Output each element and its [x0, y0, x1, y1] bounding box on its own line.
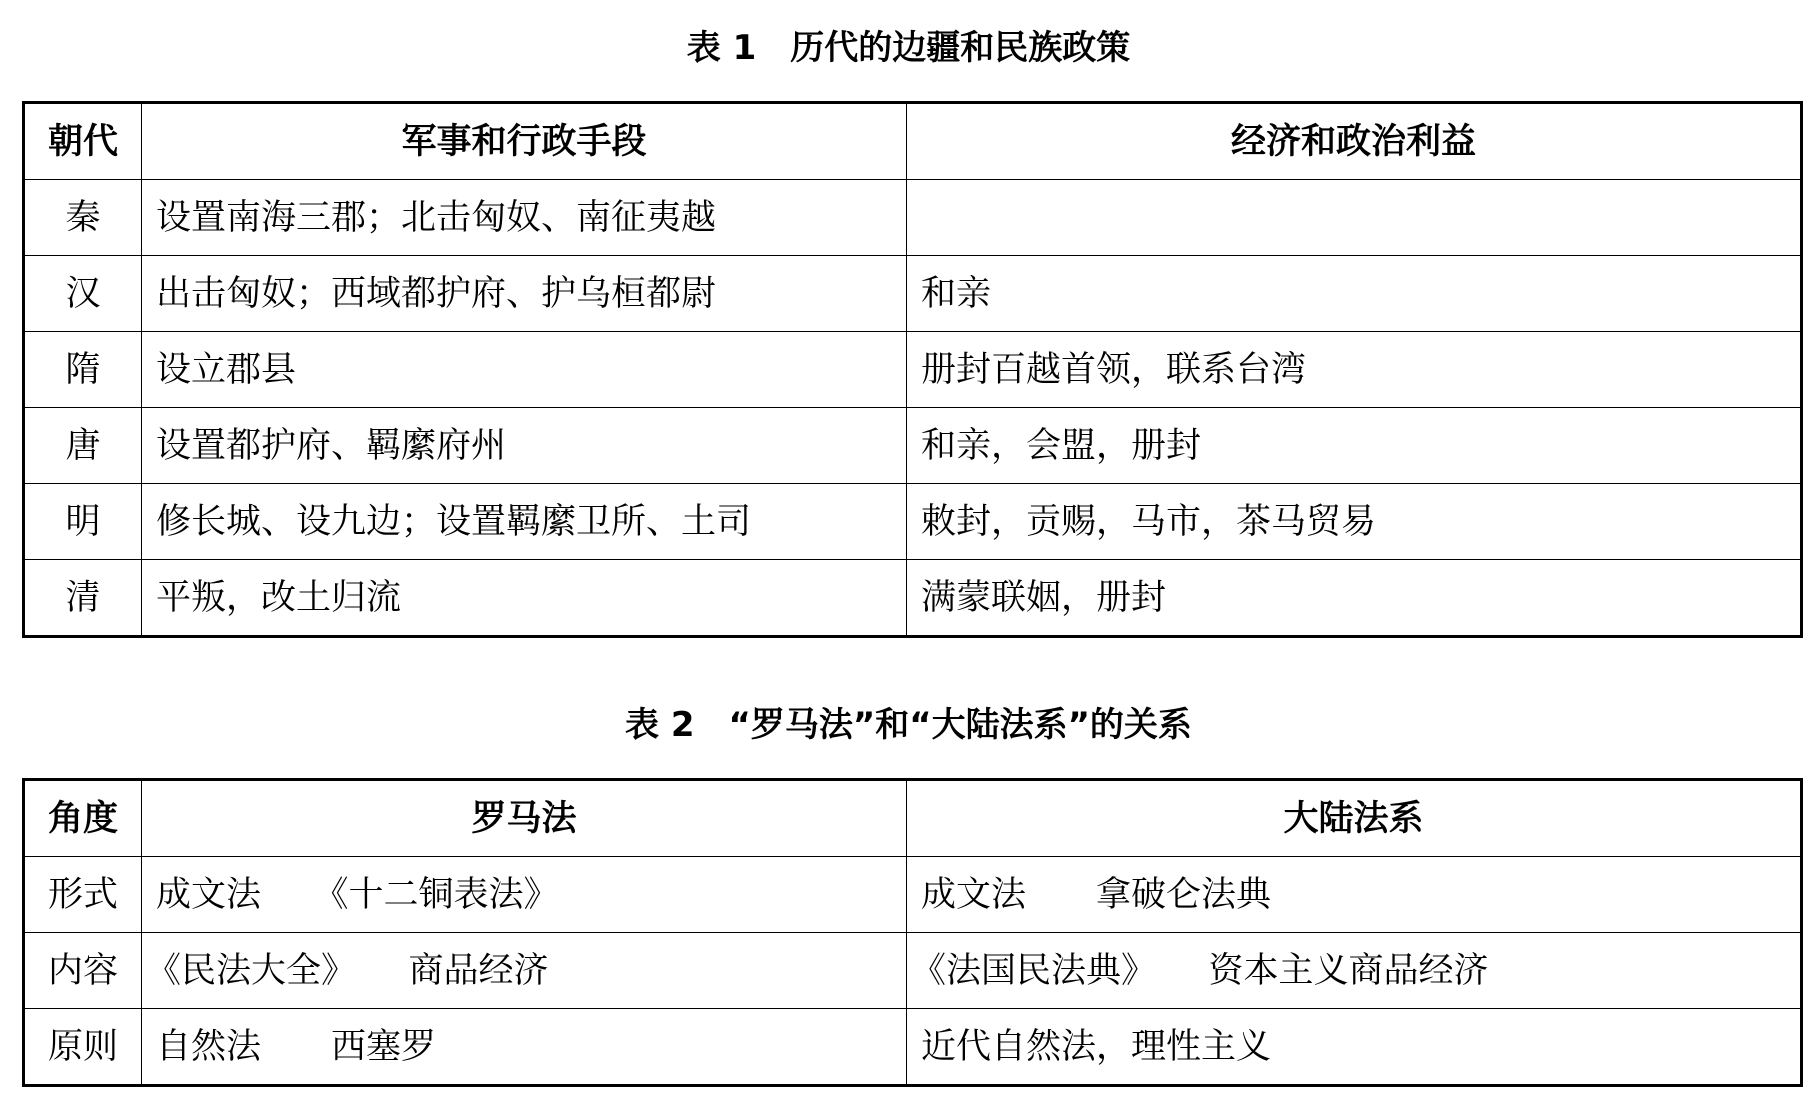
table-cell: 近代自然法，理性主义	[907, 1009, 1802, 1086]
column-header-civil-law-system: 大陆法系	[907, 780, 1802, 857]
table-cell: 设置南海三郡；北击匈奴、南征夷越	[142, 180, 907, 256]
table-row	[24, 484, 1802, 560]
table2-caption: 表 2 “罗马法”和“大陆法系”的关系	[625, 705, 1192, 745]
row-label: 内容	[24, 933, 142, 1009]
table-header-row	[24, 103, 1802, 180]
table-cell: 设立郡县	[142, 332, 907, 408]
row-label: 清	[24, 560, 142, 637]
roman-law-table	[22, 778, 1803, 1087]
table-header-row	[24, 780, 1802, 857]
column-header-roman-law: 罗马法	[142, 780, 907, 857]
row-label: 形式	[24, 857, 142, 933]
dynasty-policy-table	[22, 101, 1803, 638]
row-label: 明	[24, 484, 142, 560]
column-header-military-admin: 军事和行政手段	[142, 103, 907, 180]
table-row	[24, 332, 1802, 408]
table-cell: 修长城、设九边；设置羁縻卫所、土司	[142, 484, 907, 560]
table-cell: 成文法 拿破仑法典	[907, 857, 1802, 933]
row-label: 原则	[24, 1009, 142, 1086]
column-header-economic-political: 经济和政治利益	[907, 103, 1802, 180]
table-cell: 《法国民法典》 资本主义商品经济	[907, 933, 1802, 1009]
row-label: 唐	[24, 408, 142, 484]
table-row	[24, 1009, 1802, 1086]
table-cell: 册封百越首领，联系台湾	[907, 332, 1802, 408]
table-cell: 和亲，会盟，册封	[907, 408, 1802, 484]
table-row	[24, 560, 1802, 637]
table-cell: 《民法大全》 商品经济	[142, 933, 907, 1009]
column-header-aspect: 角度	[24, 780, 142, 857]
table-cell: 平叛，改土归流	[142, 560, 907, 637]
table-row	[24, 256, 1802, 332]
table-row	[24, 180, 1802, 256]
table-cell: 出击匈奴；西域都护府、护乌桓都尉	[142, 256, 907, 332]
table-row	[24, 933, 1802, 1009]
table-cell: 敕封，贡赐，马市，茶马贸易	[907, 484, 1802, 560]
table-cell: 和亲	[907, 256, 1802, 332]
table-cell: 成文法 《十二铜表法》	[142, 857, 907, 933]
table1-caption: 表 1 历代的边疆和民族政策	[686, 28, 1131, 68]
table-row	[24, 408, 1802, 484]
table-cell: 设置都护府、羁縻府州	[142, 408, 907, 484]
row-label: 秦	[24, 180, 142, 256]
row-label: 隋	[24, 332, 142, 408]
table-cell: 满蒙联姻，册封	[907, 560, 1802, 637]
table-row	[24, 857, 1802, 933]
row-label: 汉	[24, 256, 142, 332]
column-header-dynasty: 朝代	[24, 103, 142, 180]
table-cell	[907, 180, 1802, 256]
table-cell: 自然法 西塞罗	[142, 1009, 907, 1086]
